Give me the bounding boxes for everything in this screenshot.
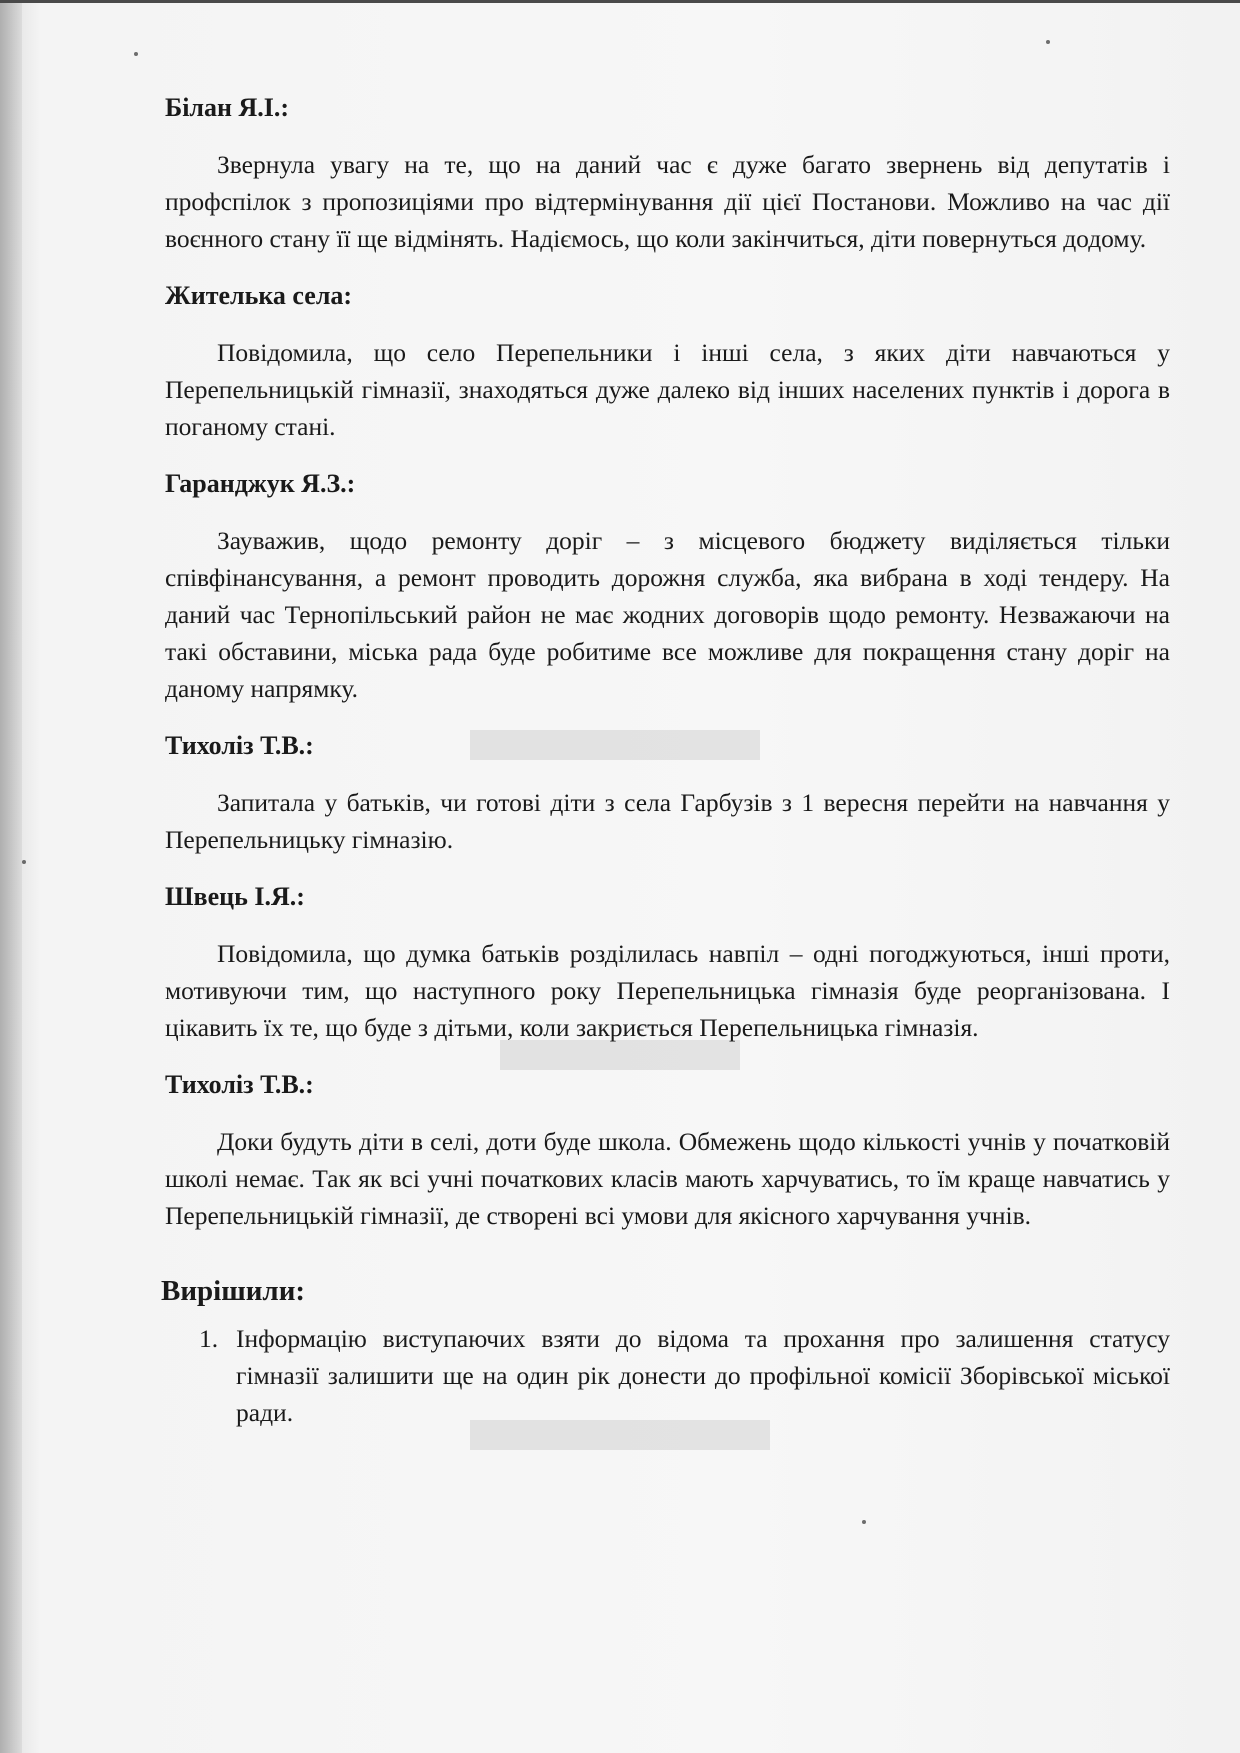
scan-edge-top — [0, 0, 1240, 3]
statement-block — [165, 730, 1170, 858]
statement-text: Повідомила, що село Перепельники і інші села, з яких діти навчаються у Перепельницькій гімназії, знаходяться дуже далеко від інших населених пунктів і дорога в поганому стані. — [165, 338, 1170, 441]
statement-text: Доки будуть діти в селі, доти буде школа. Обмежень щодо кількості учнів у початковій школі немає. Так як всі учні початкових класів мають харчуватись, то їм краще навчатись у Перепельницькій гімназії, де створені всі умови для якісного харчування учнів. — [165, 1127, 1170, 1230]
decision-heading: Вирішили: — [161, 1275, 306, 1307]
decision-list — [165, 1320, 1170, 1431]
statement-block — [165, 1069, 1170, 1234]
minutes-content — [161, 92, 1170, 1431]
statement-text: Повідомила, що думка батьків розділилась навпіл – одні погоджуються, інші проти, мотивуючи тим, що наступного року Перепельницька гімназія буде реорганізована. І цікавить їх те, що буде з дітьми, коли закриється Перепельницька гімназія. — [165, 939, 1170, 1042]
decision-item-text: Інформацію виступаючих взяти до відома та прохання про залишення статусу гімназії залишити ще на один рік донести до профільної комісії Зборівської міської ради. — [236, 1324, 1170, 1427]
speaker-name: Гаранджук Я.З.: — [165, 469, 356, 498]
statement-block — [165, 881, 1170, 1046]
statement-text: Запитала у батьків, чи готові діти з села Гарбузів з 1 вересня перейти на навчання у Перепельницьку гімназію. — [165, 788, 1170, 854]
statement-block — [165, 280, 1170, 445]
speaker-name: Швець І.Я.: — [165, 882, 305, 911]
speaker-name: Жителька села: — [165, 281, 353, 310]
decision-item-number: 1. — [199, 1324, 219, 1353]
speaker-name: Білан Я.І.: — [165, 93, 290, 122]
scan-speck — [1046, 40, 1050, 44]
scan-speck — [134, 52, 138, 56]
statement-block — [165, 468, 1170, 707]
scan-edge-left — [0, 0, 22, 1753]
scan-speck — [862, 1520, 866, 1524]
statement-block — [165, 92, 1170, 257]
statement-text: Звернула увагу на те, що на даний час є дуже багато звернень від депутатів і профспілок з пропозиціями про відтермінування дії цієї Постанови. Можливо на час дії воєнного стану її ще відмінять. Надіємось, що коли закінчиться, діти повернуться додому. — [165, 150, 1170, 253]
speaker-name: Тихоліз Т.В.: — [165, 1070, 314, 1099]
statement-text: Зауважив, щодо ремонту доріг – з місцевого бюджету виділяється тільки співфінансування, а ремонт проводить дорожня служба, яка вибрана в ході тендеру. На даний час Тернопільський район не має жодних договорів щодо ремонту. Незважаючи на такі обставини, міська рада буде робитиме все можливе для покращення стану доріг на даному напрямку. — [165, 526, 1170, 703]
scan-speck — [22, 860, 26, 864]
speaker-name: Тихоліз Т.В.: — [165, 731, 314, 760]
decision-item — [165, 1320, 1170, 1431]
